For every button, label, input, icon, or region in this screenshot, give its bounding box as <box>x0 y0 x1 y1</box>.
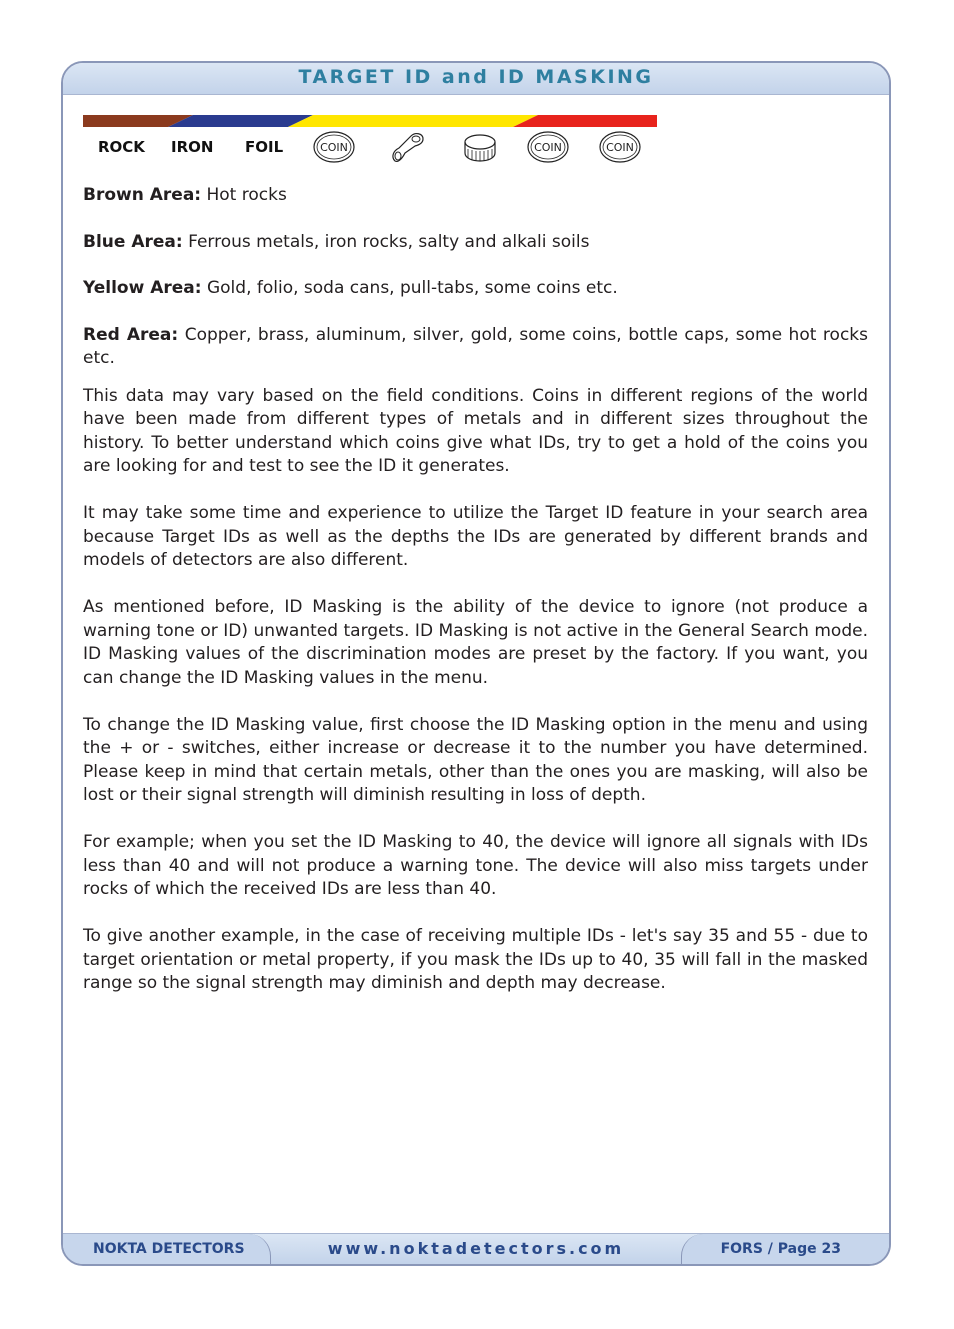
footer-tab-left <box>63 1234 271 1264</box>
red-area-line <box>83 324 868 371</box>
footer-tab-right <box>681 1234 889 1264</box>
yellow-area-line <box>83 277 868 301</box>
coin-text: COIN <box>320 141 348 154</box>
foil-label: FOIL <box>245 138 284 156</box>
brown-area-line <box>83 184 868 208</box>
scale-labels <box>83 131 657 165</box>
footer-brand: NOKTA DETECTORS <box>93 1241 245 1257</box>
area-label: Blue Area: <box>83 231 183 252</box>
area-text: Ferrous metals, iron rocks, salty and alkali soils <box>182 231 590 252</box>
footer-bar <box>63 1233 889 1264</box>
coin-text: COIN <box>606 141 634 154</box>
area-label: Brown Area: <box>83 185 202 205</box>
area-label: Yellow Area: <box>83 278 202 298</box>
target-id-color-scale <box>83 115 657 127</box>
pull-tab-icon <box>385 131 429 165</box>
area-text: Hot rocks <box>201 185 287 205</box>
coin-icon <box>598 131 642 165</box>
coin-icon <box>312 131 356 165</box>
rock-label: ROCK <box>98 138 145 156</box>
yellow-band <box>288 115 538 127</box>
area-text: Gold, folio, soda cans, pull-tabs, some coins etc. <box>201 278 618 298</box>
blue-area-line <box>83 231 868 255</box>
header-bar <box>63 63 889 95</box>
paragraph: As mentioned before, ID Masking is the ability of the device to ignore (not produce a warning tone or ID) unwanted targets. ID Masking is not active in the General Search mode. ID Masking values of the discrimination modes are preset by the factory. If you want, you can change the ID Masking values in the menu. <box>83 597 868 688</box>
iron-label: IRON <box>171 138 214 156</box>
body-content <box>83 184 868 1019</box>
paragraph: It may take some time and experience to utilize the Target ID feature in your search area because Target IDs as well as the depths the IDs are generated by different brands and models of detectors are also different. <box>83 503 868 570</box>
paragraph: This data may vary based on the field conditions. Coins in different regions of the world have been made from different types of metals and in different sizes throughout the history. To better understand which coins give what IDs, try to get a hold of the coins you are looking for and test to see the ID it generates. <box>83 385 868 476</box>
red-band <box>513 115 657 127</box>
coin-icon <box>526 131 570 165</box>
paragraph: For example; when you set the ID Masking to 40, the device will ignore all signals with IDs less than 40 and will not produce a warning tone. The device will also miss targets under rocks of which the received IDs are less than 40. <box>83 832 868 899</box>
paragraph: To change the ID Masking value, first choose the ID Masking option in the menu and using the + or - switches, either increase or decrease it to the number you have determined. Please keep in mind that certain metals, other than the ones you are masking, will also be lost or their signal strength will diminish resulting in loss of depth. <box>83 714 868 805</box>
paragraph: To give another example, in the case of receiving multiple IDs - let's say 35 and 55 - due to target orientation or metal property, if you mask the IDs up to 40, 35 will fall in the masked range so the signal strength may diminish and depth may decrease. <box>83 926 868 993</box>
footer-website: www.noktadetectors.com <box>327 1239 625 1258</box>
area-label: Red Area: <box>83 324 179 345</box>
coin-text: COIN <box>534 141 562 154</box>
blue-band <box>168 115 313 127</box>
page-title: TARGET ID and ID MASKING <box>298 66 654 88</box>
bottle-cap-icon <box>458 131 502 165</box>
footer-page-number: FORS / Page 23 <box>720 1241 841 1257</box>
area-text: Copper, brass, aluminum, silver, gold, some coins, bottle caps, some hot rocks etc. <box>83 324 868 368</box>
